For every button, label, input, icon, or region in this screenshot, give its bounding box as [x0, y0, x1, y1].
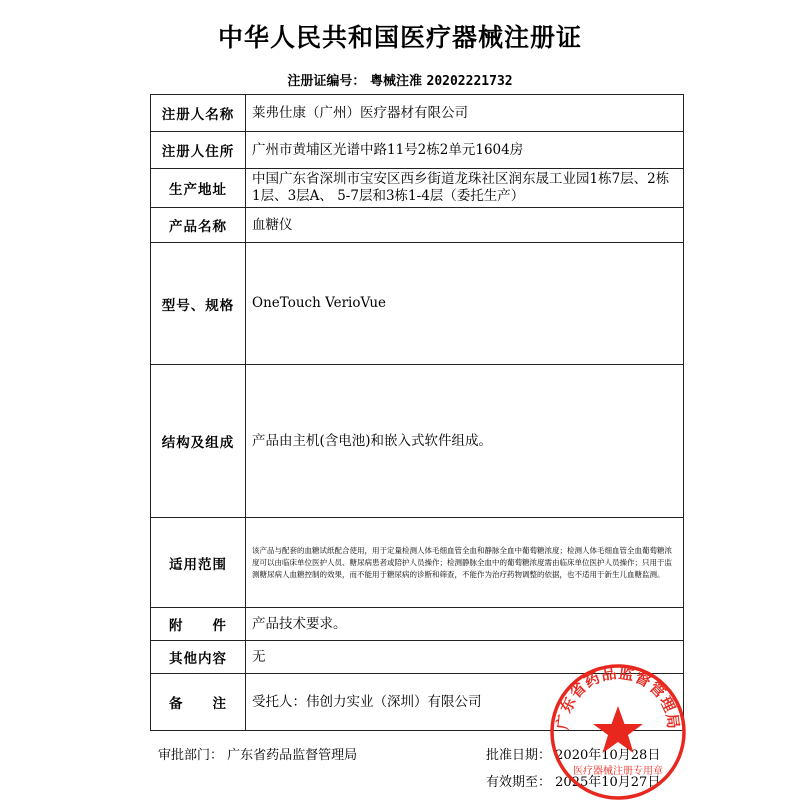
- official-seal: [548, 662, 688, 802]
- registration-number: 20202221732: [426, 74, 513, 89]
- valid-until-label: 有效期至：: [486, 775, 552, 790]
- approval-date-label: 批准日期：: [486, 748, 552, 763]
- label-scope: 适用范围: [151, 518, 246, 608]
- value-other: 无: [246, 641, 684, 674]
- registration-number-label: 注册证编号：: [287, 74, 366, 89]
- valid-until-value: 2025年10月27日: [555, 775, 661, 790]
- certificate-table: [150, 94, 684, 731]
- approval-department-value: 广东省药品监督管理局: [227, 748, 358, 763]
- value-remarks: 受托人：伟创力实业（深圳）有限公司: [246, 674, 684, 731]
- value-attachment: 产品技术要求。: [246, 608, 684, 641]
- seal-star-icon: [593, 706, 643, 753]
- value-scope: 该产品与配套的血糖试纸配合使用，用于定量检测人体毛细血管全血和静脉全血中葡萄糖浓度；检测人体毛细血管全血葡萄糖浓度可以由临床单位医护人员、糖尿病患者或陪护人员操作；检测静脉全血中的葡萄糖浓度需由临床单位医护人员操作；只用于监测糖尿病人血糖控制的效果，而不能用于糖尿病的诊断和筛查，不能作为治疗药物调整的依据，也不适用于新生儿血糖监测。: [246, 518, 684, 608]
- row-registrant-address: [151, 132, 684, 169]
- row-attachment: [151, 608, 684, 641]
- approval-department-label: 审批部门：: [158, 748, 224, 763]
- row-product-name: [151, 208, 684, 243]
- row-structure: [151, 365, 684, 518]
- registration-number-line: [0, 70, 800, 89]
- row-registrant-name: [151, 95, 684, 132]
- approval-department: [158, 744, 357, 763]
- value-product-name: 血糖仪: [246, 208, 684, 243]
- label-registrant-address: 注册人住所: [151, 132, 246, 169]
- row-scope: [151, 518, 684, 608]
- label-remarks: 备 注: [151, 674, 246, 731]
- label-registrant-name: 注册人名称: [151, 95, 246, 132]
- label-other: 其他内容: [151, 641, 246, 674]
- label-attachment: 附 件: [151, 608, 246, 641]
- registration-number-prefix: 粤械注准: [369, 74, 422, 89]
- seal-arc-text: 广东省药品监督管理局: [553, 663, 683, 731]
- seal-bottom-text: 医疗器械注册专用章: [573, 766, 663, 777]
- value-registrant-address: 广州市黄埔区光谱中路11号2栋2单元1604房: [246, 132, 684, 169]
- label-product-name: 产品名称: [151, 208, 246, 243]
- value-structure: 产品由主机(含电池)和嵌入式软件组成。: [246, 365, 684, 518]
- row-model-spec: [151, 243, 684, 365]
- certificate-title: 中华人民共和国医疗器械注册证: [217, 23, 582, 52]
- label-production-address: 生产地址: [151, 169, 246, 208]
- label-structure: 结构及组成: [151, 365, 246, 518]
- value-model-spec: OneTouch VerioVue: [246, 243, 684, 365]
- approval-date-value: 2020年10月28日: [555, 748, 661, 763]
- value-production-address: 中国广东省深圳市宝安区西乡街道龙珠社区润东晟工业园1栋7层、2栋1层、3层A、 5-7层和3栋1-4层（委托生产）: [246, 169, 684, 208]
- value-registrant-name: 莱弗仕康（广州）医疗器材有限公司: [246, 95, 684, 132]
- label-model-spec: 型号、规格: [151, 243, 246, 365]
- row-production-address: [151, 169, 684, 208]
